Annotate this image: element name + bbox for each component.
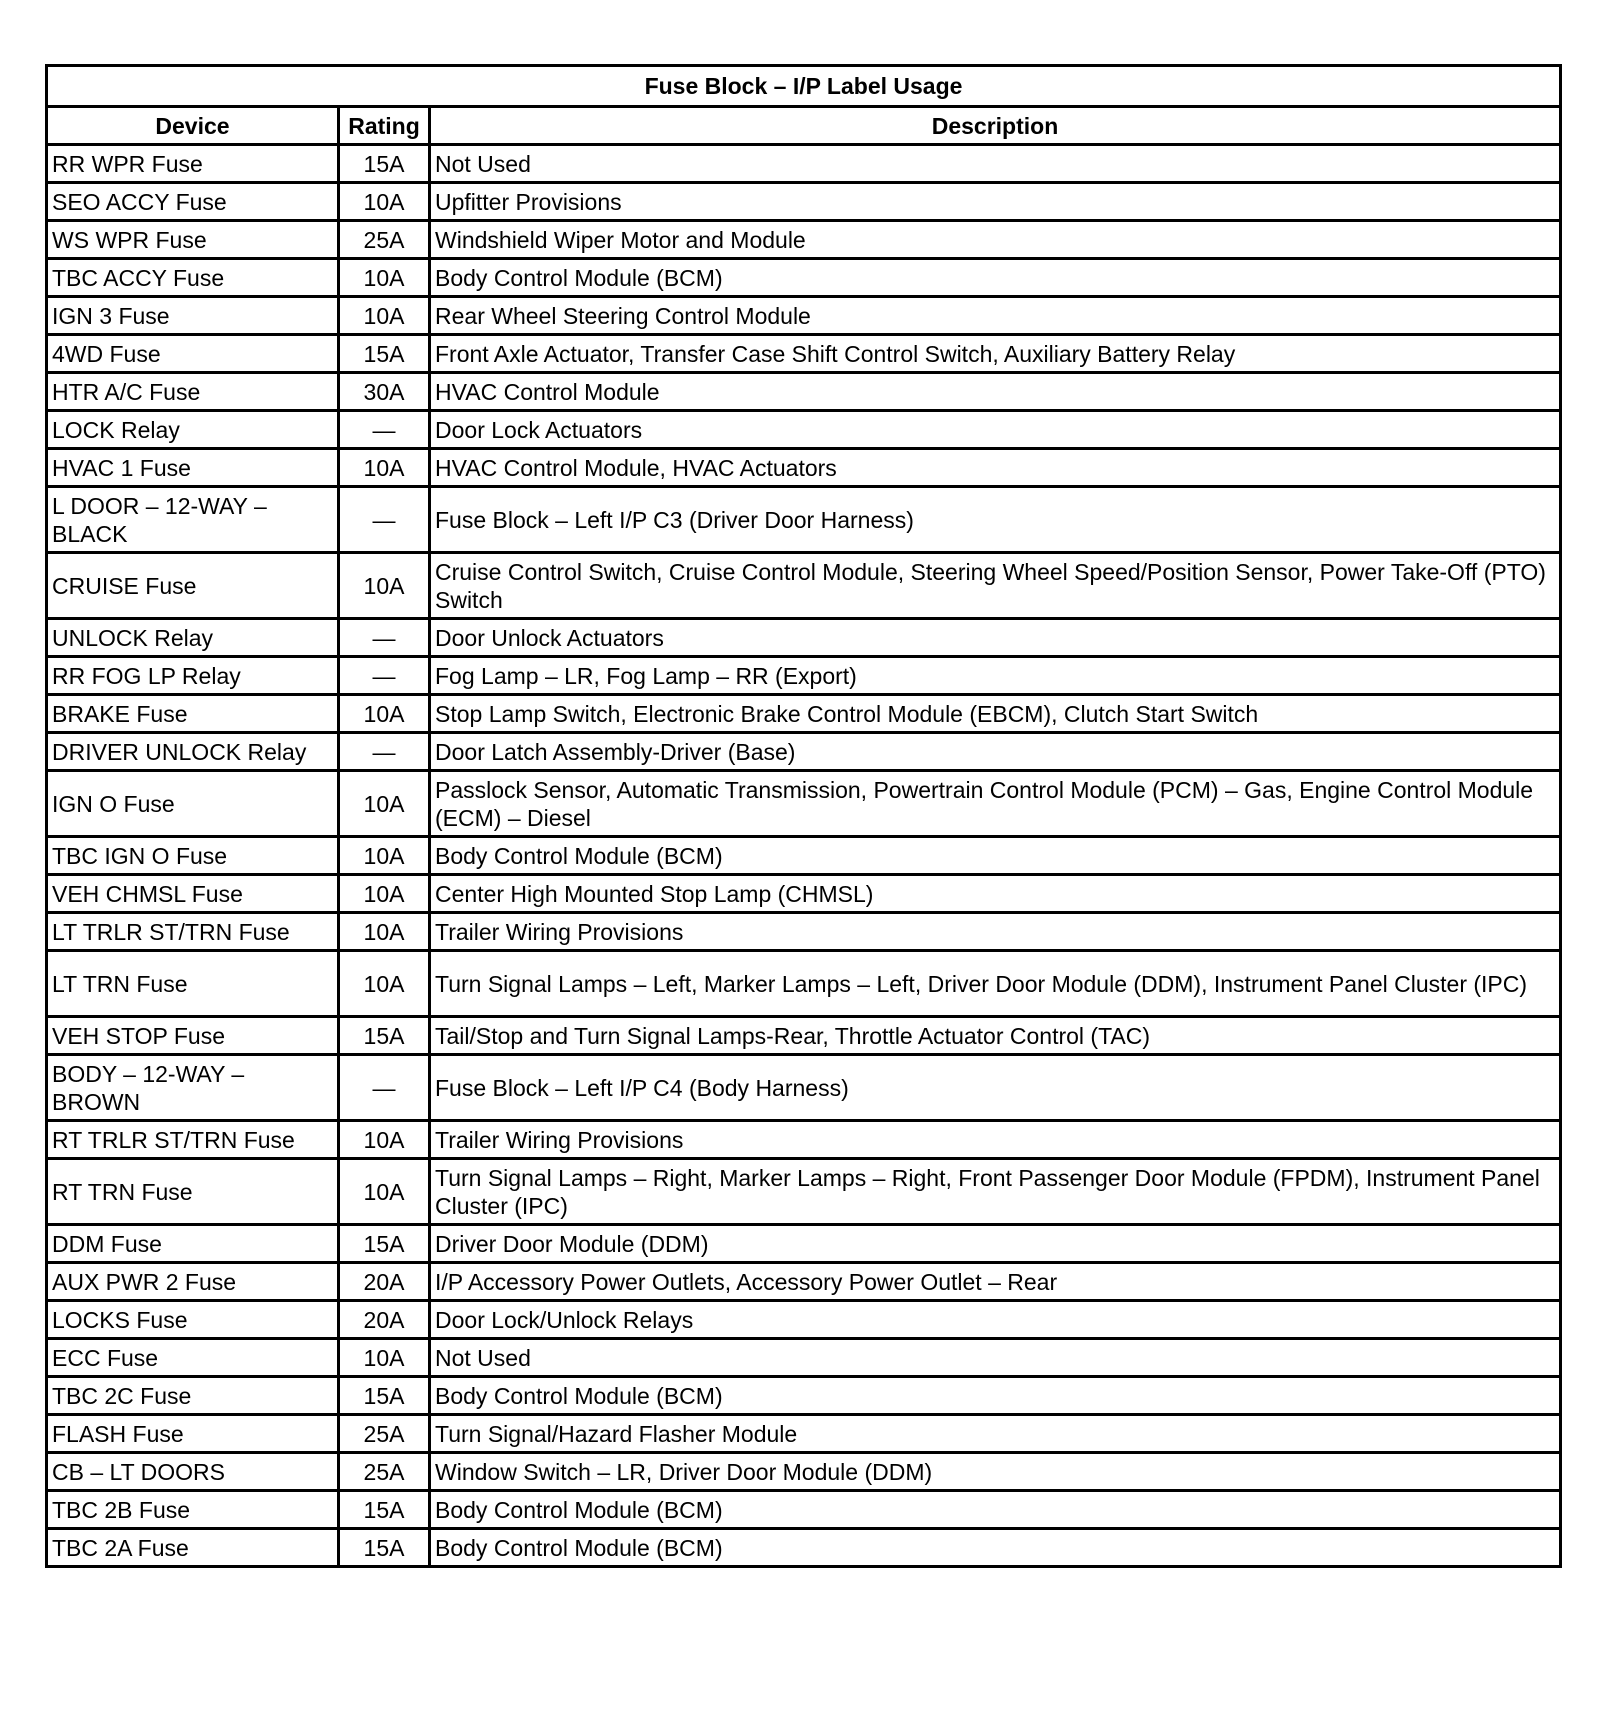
rating-cell: 25A: [339, 221, 430, 259]
description-cell: Upfitter Provisions: [430, 183, 1561, 221]
device-cell: RT TRLR ST/TRN Fuse: [47, 1121, 339, 1159]
table-row: [47, 335, 1561, 373]
table-row: [47, 771, 1561, 837]
fuse-block-table: [45, 64, 1562, 1568]
rating-cell: 10A: [339, 771, 430, 837]
table-row: [47, 297, 1561, 335]
table-row: [47, 1339, 1561, 1377]
device-cell: FLASH Fuse: [47, 1415, 339, 1453]
rating-cell: 30A: [339, 373, 430, 411]
device-cell: HVAC 1 Fuse: [47, 449, 339, 487]
description-cell: Door Lock/Unlock Relays: [430, 1301, 1561, 1339]
table-header-row: [47, 107, 1561, 145]
table-row: [47, 1225, 1561, 1263]
description-cell: Door Lock Actuators: [430, 411, 1561, 449]
table-row: [47, 1159, 1561, 1225]
device-cell: TBC IGN O Fuse: [47, 837, 339, 875]
table-row: [47, 1377, 1561, 1415]
rating-cell: —: [339, 1055, 430, 1121]
table-row: [47, 1491, 1561, 1529]
device-cell: BODY – 12-WAY – BROWN: [47, 1055, 339, 1121]
device-cell: 4WD Fuse: [47, 335, 339, 373]
rating-cell: 20A: [339, 1263, 430, 1301]
device-cell: ECC Fuse: [47, 1339, 339, 1377]
table-row: [47, 1415, 1561, 1453]
device-cell: BRAKE Fuse: [47, 695, 339, 733]
rating-cell: 10A: [339, 1121, 430, 1159]
description-cell: Body Control Module (BCM): [430, 259, 1561, 297]
device-cell: HTR A/C Fuse: [47, 373, 339, 411]
device-cell: RT TRN Fuse: [47, 1159, 339, 1225]
rating-cell: —: [339, 657, 430, 695]
device-cell: SEO ACCY Fuse: [47, 183, 339, 221]
description-cell: Front Axle Actuator, Transfer Case Shift Control Switch, Auxiliary Battery Relay: [430, 335, 1561, 373]
device-cell: VEH CHMSL Fuse: [47, 875, 339, 913]
device-cell: DDM Fuse: [47, 1225, 339, 1263]
description-cell: Tail/Stop and Turn Signal Lamps-Rear, Throttle Actuator Control (TAC): [430, 1017, 1561, 1055]
device-cell: LOCK Relay: [47, 411, 339, 449]
table-row: [47, 837, 1561, 875]
rating-cell: 15A: [339, 335, 430, 373]
device-cell: WS WPR Fuse: [47, 221, 339, 259]
table-title: Fuse Block – I/P Label Usage: [47, 66, 1561, 107]
device-column-header: Device: [47, 107, 339, 145]
rating-cell: 10A: [339, 183, 430, 221]
rating-cell: 15A: [339, 1529, 430, 1567]
table-row: [47, 411, 1561, 449]
device-cell: UNLOCK Relay: [47, 619, 339, 657]
device-cell: TBC 2A Fuse: [47, 1529, 339, 1567]
rating-cell: 25A: [339, 1453, 430, 1491]
rating-column-header: Rating: [339, 107, 430, 145]
description-column-header: Description: [430, 107, 1561, 145]
rating-cell: 10A: [339, 1159, 430, 1225]
table-row: [47, 145, 1561, 183]
device-cell: AUX PWR 2 Fuse: [47, 1263, 339, 1301]
device-cell: DRIVER UNLOCK Relay: [47, 733, 339, 771]
description-cell: Trailer Wiring Provisions: [430, 1121, 1561, 1159]
description-cell: Door Unlock Actuators: [430, 619, 1561, 657]
description-cell: Not Used: [430, 1339, 1561, 1377]
rating-cell: —: [339, 619, 430, 657]
device-cell: CRUISE Fuse: [47, 553, 339, 619]
description-cell: Not Used: [430, 145, 1561, 183]
description-cell: Body Control Module (BCM): [430, 1529, 1561, 1567]
description-cell: Passlock Sensor, Automatic Transmission, Powertrain Control Module (PCM) – Gas, Engine Control Module (ECM) – Diesel: [430, 771, 1561, 837]
rating-cell: 25A: [339, 1415, 430, 1453]
table-row: [47, 1055, 1561, 1121]
table-row: [47, 487, 1561, 553]
table-row: [47, 259, 1561, 297]
description-cell: Body Control Module (BCM): [430, 1491, 1561, 1529]
description-cell: HVAC Control Module, HVAC Actuators: [430, 449, 1561, 487]
rating-cell: —: [339, 733, 430, 771]
rating-cell: 15A: [339, 1491, 430, 1529]
table-row: [47, 657, 1561, 695]
description-cell: Cruise Control Switch, Cruise Control Module, Steering Wheel Speed/Position Sensor, Power Take-Off (PTO) Switch: [430, 553, 1561, 619]
table-row: [47, 1529, 1561, 1567]
device-cell: LOCKS Fuse: [47, 1301, 339, 1339]
table-row: [47, 1263, 1561, 1301]
rating-cell: 10A: [339, 297, 430, 335]
table-row: [47, 183, 1561, 221]
rating-cell: 10A: [339, 695, 430, 733]
rating-cell: —: [339, 487, 430, 553]
table-title-row: [47, 66, 1561, 107]
description-cell: Fog Lamp – LR, Fog Lamp – RR (Export): [430, 657, 1561, 695]
rating-cell: 10A: [339, 951, 430, 1017]
table-row: [47, 1453, 1561, 1491]
rating-cell: 10A: [339, 837, 430, 875]
table-row: [47, 951, 1561, 1017]
rating-cell: —: [339, 411, 430, 449]
table-row: [47, 695, 1561, 733]
device-cell: TBC ACCY Fuse: [47, 259, 339, 297]
table-row: [47, 1301, 1561, 1339]
rating-cell: 10A: [339, 259, 430, 297]
document-page: [45, 64, 1559, 1568]
rating-cell: 10A: [339, 875, 430, 913]
device-cell: L DOOR – 12-WAY – BLACK: [47, 487, 339, 553]
description-cell: Turn Signal/Hazard Flasher Module: [430, 1415, 1561, 1453]
table-row: [47, 875, 1561, 913]
rating-cell: 15A: [339, 1225, 430, 1263]
device-cell: RR WPR Fuse: [47, 145, 339, 183]
description-cell: Body Control Module (BCM): [430, 837, 1561, 875]
description-cell: Center High Mounted Stop Lamp (CHMSL): [430, 875, 1561, 913]
description-cell: Turn Signal Lamps – Left, Marker Lamps – Left, Driver Door Module (DDM), Instrument Panel Cluster (IPC): [430, 951, 1561, 1017]
description-cell: Rear Wheel Steering Control Module: [430, 297, 1561, 335]
rating-cell: 20A: [339, 1301, 430, 1339]
rating-cell: 10A: [339, 553, 430, 619]
description-cell: Stop Lamp Switch, Electronic Brake Control Module (EBCM), Clutch Start Switch: [430, 695, 1561, 733]
rating-cell: 15A: [339, 1017, 430, 1055]
table-row: [47, 449, 1561, 487]
table-row: [47, 619, 1561, 657]
description-cell: Body Control Module (BCM): [430, 1377, 1561, 1415]
device-cell: RR FOG LP Relay: [47, 657, 339, 695]
description-cell: HVAC Control Module: [430, 373, 1561, 411]
device-cell: IGN 3 Fuse: [47, 297, 339, 335]
rating-cell: 10A: [339, 1339, 430, 1377]
table-body: [47, 145, 1561, 1567]
table-row: [47, 1121, 1561, 1159]
rating-cell: 10A: [339, 449, 430, 487]
device-cell: IGN O Fuse: [47, 771, 339, 837]
description-cell: Driver Door Module (DDM): [430, 1225, 1561, 1263]
device-cell: TBC 2C Fuse: [47, 1377, 339, 1415]
rating-cell: 10A: [339, 913, 430, 951]
description-cell: Turn Signal Lamps – Right, Marker Lamps – Right, Front Passenger Door Module (FPDM), Instrument Panel Cluster (IPC): [430, 1159, 1561, 1225]
description-cell: Window Switch – LR, Driver Door Module (DDM): [430, 1453, 1561, 1491]
device-cell: CB – LT DOORS: [47, 1453, 339, 1491]
rating-cell: 15A: [339, 1377, 430, 1415]
description-cell: Windshield Wiper Motor and Module: [430, 221, 1561, 259]
description-cell: I/P Accessory Power Outlets, Accessory Power Outlet – Rear: [430, 1263, 1561, 1301]
table-row: [47, 553, 1561, 619]
device-cell: TBC 2B Fuse: [47, 1491, 339, 1529]
device-cell: VEH STOP Fuse: [47, 1017, 339, 1055]
device-cell: LT TRN Fuse: [47, 951, 339, 1017]
description-cell: Trailer Wiring Provisions: [430, 913, 1561, 951]
rating-cell: 15A: [339, 145, 430, 183]
device-cell: LT TRLR ST/TRN Fuse: [47, 913, 339, 951]
table-row: [47, 733, 1561, 771]
description-cell: Fuse Block – Left I/P C4 (Body Harness): [430, 1055, 1561, 1121]
description-cell: Door Latch Assembly-Driver (Base): [430, 733, 1561, 771]
table-row: [47, 221, 1561, 259]
table-row: [47, 1017, 1561, 1055]
table-row: [47, 913, 1561, 951]
table-row: [47, 373, 1561, 411]
description-cell: Fuse Block – Left I/P C3 (Driver Door Harness): [430, 487, 1561, 553]
